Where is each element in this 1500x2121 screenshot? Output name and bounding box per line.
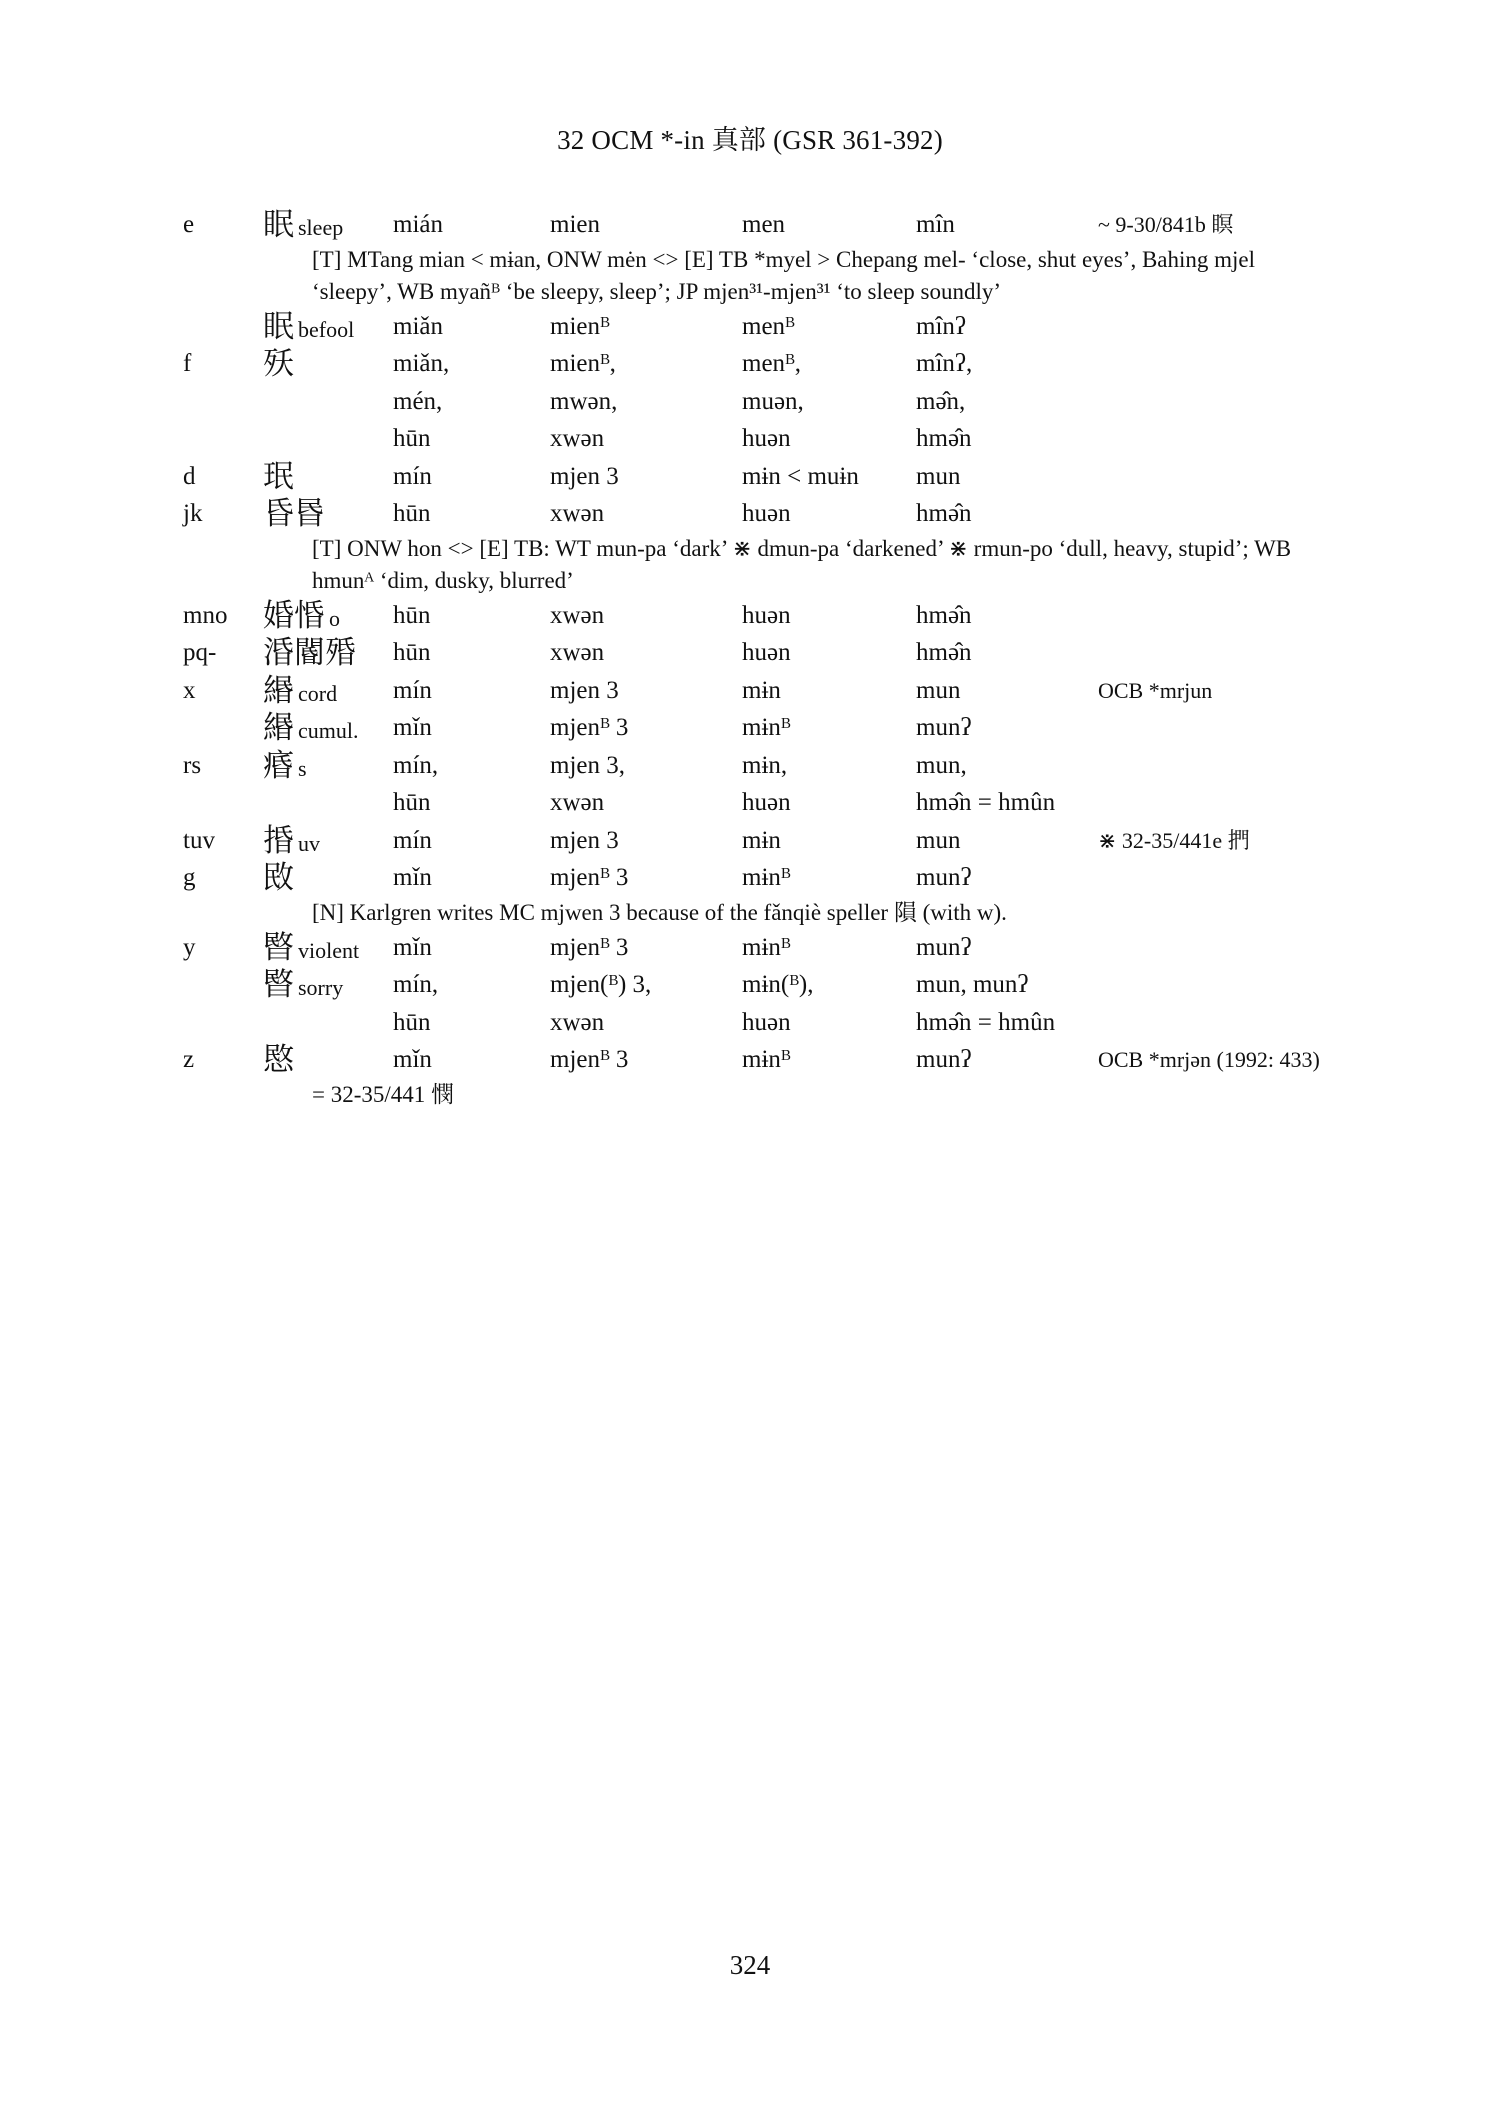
page-number: 324 [729, 1950, 771, 1980]
later-han-reading: mɨn [742, 826, 781, 854]
middle-chinese-reading: mjenᴮ 3 [550, 933, 629, 961]
middle-chinese-reading: mjen 3 [550, 676, 619, 704]
old-chinese-reading: munʔ [916, 1046, 972, 1073]
entry-label: tuv [183, 826, 215, 854]
middle-chinese-reading: xwən [550, 1008, 605, 1036]
entry-character: 昏昬 [263, 496, 325, 531]
entry-gloss: violent [298, 937, 360, 963]
entry-character: 暋 sorry [263, 967, 344, 1002]
entry-row [0, 709, 1500, 747]
entry-character: 婚惛 o [263, 597, 340, 633]
page-header: 32 OCM *-in 真部 (GSR 361-392) [557, 125, 943, 155]
entry-label: pq- [183, 639, 217, 666]
middle-chinese-reading: mjen 3, [550, 751, 625, 779]
old-chinese-reading: hmə̂n [916, 601, 972, 629]
entry-character: 敃 [263, 860, 294, 895]
entry-character: 愍 [263, 1042, 294, 1077]
middle-chinese-reading: mwən, [550, 387, 618, 415]
later-han-reading: mɨnᴮ [742, 864, 791, 891]
cross-reference: OCB *mrjən (1992: 433) [1098, 1047, 1320, 1072]
mandarin-reading: hūn [393, 601, 431, 629]
entry-gloss: sorry [298, 975, 344, 1000]
mandarin-reading: mén, [393, 387, 443, 415]
entry-character: 緡 cumul. [263, 710, 359, 745]
old-chinese-reading: mun [916, 462, 961, 490]
later-han-reading: mɨnᴮ [742, 1046, 791, 1073]
entry-row [0, 859, 1500, 897]
entry-list [0, 206, 1500, 1111]
old-chinese-reading: munʔ [916, 933, 972, 961]
entry-character: 捪 uv [263, 822, 320, 858]
entry-character: 緡 cord [263, 672, 338, 708]
entry-row [0, 1041, 1500, 1079]
entry-note: = 32-35/441 憫 [312, 1081, 455, 1107]
later-han-reading: huən [742, 425, 791, 452]
mandarin-reading: mín [393, 462, 432, 490]
entry-row [0, 597, 1500, 635]
later-han-reading: mɨn(ᴮ), [742, 971, 814, 998]
mandarin-reading: hūn [393, 500, 431, 527]
entry-label: z [183, 1046, 195, 1073]
entry-row [0, 784, 1500, 822]
old-chinese-reading: hmə̂n [916, 425, 972, 452]
later-han-reading: menᴮ [742, 312, 795, 340]
mandarin-reading: mǐn [393, 1046, 432, 1073]
old-chinese-reading: mun [916, 826, 961, 854]
entry-label: jk [183, 500, 203, 527]
entry-character: 痻 s [263, 747, 307, 783]
entry-note: [T] ONW hon <> [E] TB: WT mun-pa ‘dark’ ⋇ dmun-pa ‘darkened’ ⋇ rmun-po ‘dull, heavy, stupid’; WB hmunᴬ ‘dim, dusky, blurred’ [312, 535, 1292, 593]
entry-character: 殀 [263, 346, 294, 381]
entry-row [0, 420, 1500, 458]
later-han-reading: mɨn [742, 676, 781, 704]
entry-row [0, 495, 1500, 533]
later-han-reading: menᴮ, [742, 350, 801, 377]
entry-row [0, 672, 1500, 710]
entry-character: 珉 [263, 458, 294, 494]
middle-chinese-reading: xwən [550, 500, 605, 527]
mandarin-reading: mín [393, 676, 432, 704]
mandarin-reading: hūn [393, 639, 431, 666]
entry-label: mno [183, 601, 228, 629]
middle-chinese-reading: xwən [550, 789, 605, 816]
middle-chinese-reading: xwən [550, 601, 605, 629]
mandarin-reading: hūn [393, 1008, 431, 1036]
later-han-reading: men [742, 211, 786, 238]
later-han-reading: huən [742, 639, 791, 666]
later-han-reading: huən [742, 789, 791, 816]
entry-row [0, 966, 1500, 1004]
middle-chinese-reading: mjen 3 [550, 826, 619, 854]
entry-character: 眠 sleep [263, 207, 344, 242]
middle-chinese-reading: mjenᴮ 3 [550, 1046, 629, 1073]
old-chinese-reading: hmə̂n = hmûn [916, 789, 1056, 816]
entry-label: e [183, 211, 195, 238]
middle-chinese-reading: mjen(ᴮ) 3, [550, 971, 652, 998]
mandarin-reading: hūn [393, 425, 431, 452]
later-han-reading: mɨnᴮ [742, 933, 791, 961]
later-han-reading: huən [742, 601, 791, 629]
entry-note: [T] MTang mian < mɨan, ONW mėn <> [E] TB *myel > Chepang mel- ‘close, shut eyes’, Bahing mjel ‘sleepy’, WB myañᴮ ‘be sleepy, sleep’; JP mjen³¹-mjen³¹ ‘to sleep soundly’ [312, 246, 1256, 304]
mandarin-reading: mǐn [393, 864, 432, 891]
entry-row [0, 308, 1500, 346]
mandarin-reading: mián [393, 211, 443, 238]
entry-gloss: s [298, 755, 307, 781]
entry-gloss: uv [298, 830, 320, 856]
later-han-reading: mɨn, [742, 751, 788, 779]
middle-chinese-reading: mjenᴮ 3 [550, 714, 629, 741]
entry-gloss: o [329, 605, 340, 631]
old-chinese-reading: hmə̂n [916, 500, 972, 527]
entry-gloss: cumul. [298, 718, 359, 743]
later-han-reading: mɨnᴮ [742, 714, 791, 741]
old-chinese-reading: hmə̂n [916, 639, 972, 666]
entry-character: 眠 befool [263, 308, 355, 344]
entry-label: y [183, 933, 196, 961]
entry-row [0, 634, 1500, 672]
mandarin-reading: mín, [393, 751, 439, 779]
cross-reference: OCB *mrjun [1098, 677, 1213, 703]
mandarin-reading: mín [393, 826, 432, 854]
middle-chinese-reading: mienᴮ [550, 312, 610, 340]
later-han-reading: huən [742, 500, 791, 527]
entry-character: 暋 violent [263, 929, 360, 965]
entry-label: f [183, 350, 192, 377]
old-chinese-reading: mînʔ, [916, 350, 973, 377]
old-chinese-reading: munʔ [916, 864, 972, 891]
old-chinese-reading: mun, munʔ [916, 971, 1029, 998]
entry-note: [N] Karlgren writes MC mjwen 3 because of the fǎnqiè speller 隕 (with w). [312, 899, 1007, 925]
mandarin-reading: mǐn [393, 714, 432, 741]
entry-label: g [183, 864, 196, 891]
middle-chinese-reading: mienᴮ, [550, 350, 616, 377]
entry-row [0, 1004, 1500, 1042]
entry-character: 涽閽殙 [263, 635, 356, 670]
entry-label: x [183, 676, 196, 704]
old-chinese-reading: mînʔ [916, 312, 966, 340]
entry-row [0, 458, 1500, 496]
entry-label: d [183, 462, 196, 490]
mandarin-reading: hūn [393, 789, 431, 816]
old-chinese-reading: mə̂n, [916, 387, 966, 415]
entry-row [0, 206, 1500, 244]
old-chinese-reading: munʔ [916, 714, 972, 741]
later-han-reading: huən [742, 1008, 791, 1036]
middle-chinese-reading: xwən [550, 639, 605, 666]
entry-gloss: sleep [298, 215, 344, 240]
mandarin-reading: mǐn [393, 933, 432, 961]
later-han-reading: mɨn < muɨn [742, 462, 859, 490]
entry-gloss: cord [298, 680, 338, 706]
entry-gloss: befool [298, 316, 355, 342]
entry-row [0, 383, 1500, 421]
middle-chinese-reading: mjenᴮ 3 [550, 864, 629, 891]
entry-row [0, 822, 1500, 860]
entry-row [0, 345, 1500, 383]
entry-label: rs [183, 751, 202, 779]
middle-chinese-reading: mien [550, 211, 600, 238]
entry-row [0, 747, 1500, 785]
mandarin-reading: miǎn, [393, 350, 450, 377]
old-chinese-reading: mun, [916, 751, 967, 779]
later-han-reading: muən, [742, 387, 804, 415]
old-chinese-reading: mun [916, 676, 961, 704]
old-chinese-reading: hmə̂n = hmûn [916, 1008, 1056, 1036]
middle-chinese-reading: xwən [550, 425, 605, 452]
mandarin-reading: mín, [393, 971, 439, 998]
middle-chinese-reading: mjen 3 [550, 462, 619, 490]
mandarin-reading: miǎn [393, 312, 443, 340]
cross-reference: ⋇ 32-35/441e 捫 [1098, 827, 1250, 853]
old-chinese-reading: mîn [916, 211, 955, 238]
cross-reference: ~ 9-30/841b 瞑 [1098, 212, 1234, 237]
entry-row [0, 929, 1500, 967]
